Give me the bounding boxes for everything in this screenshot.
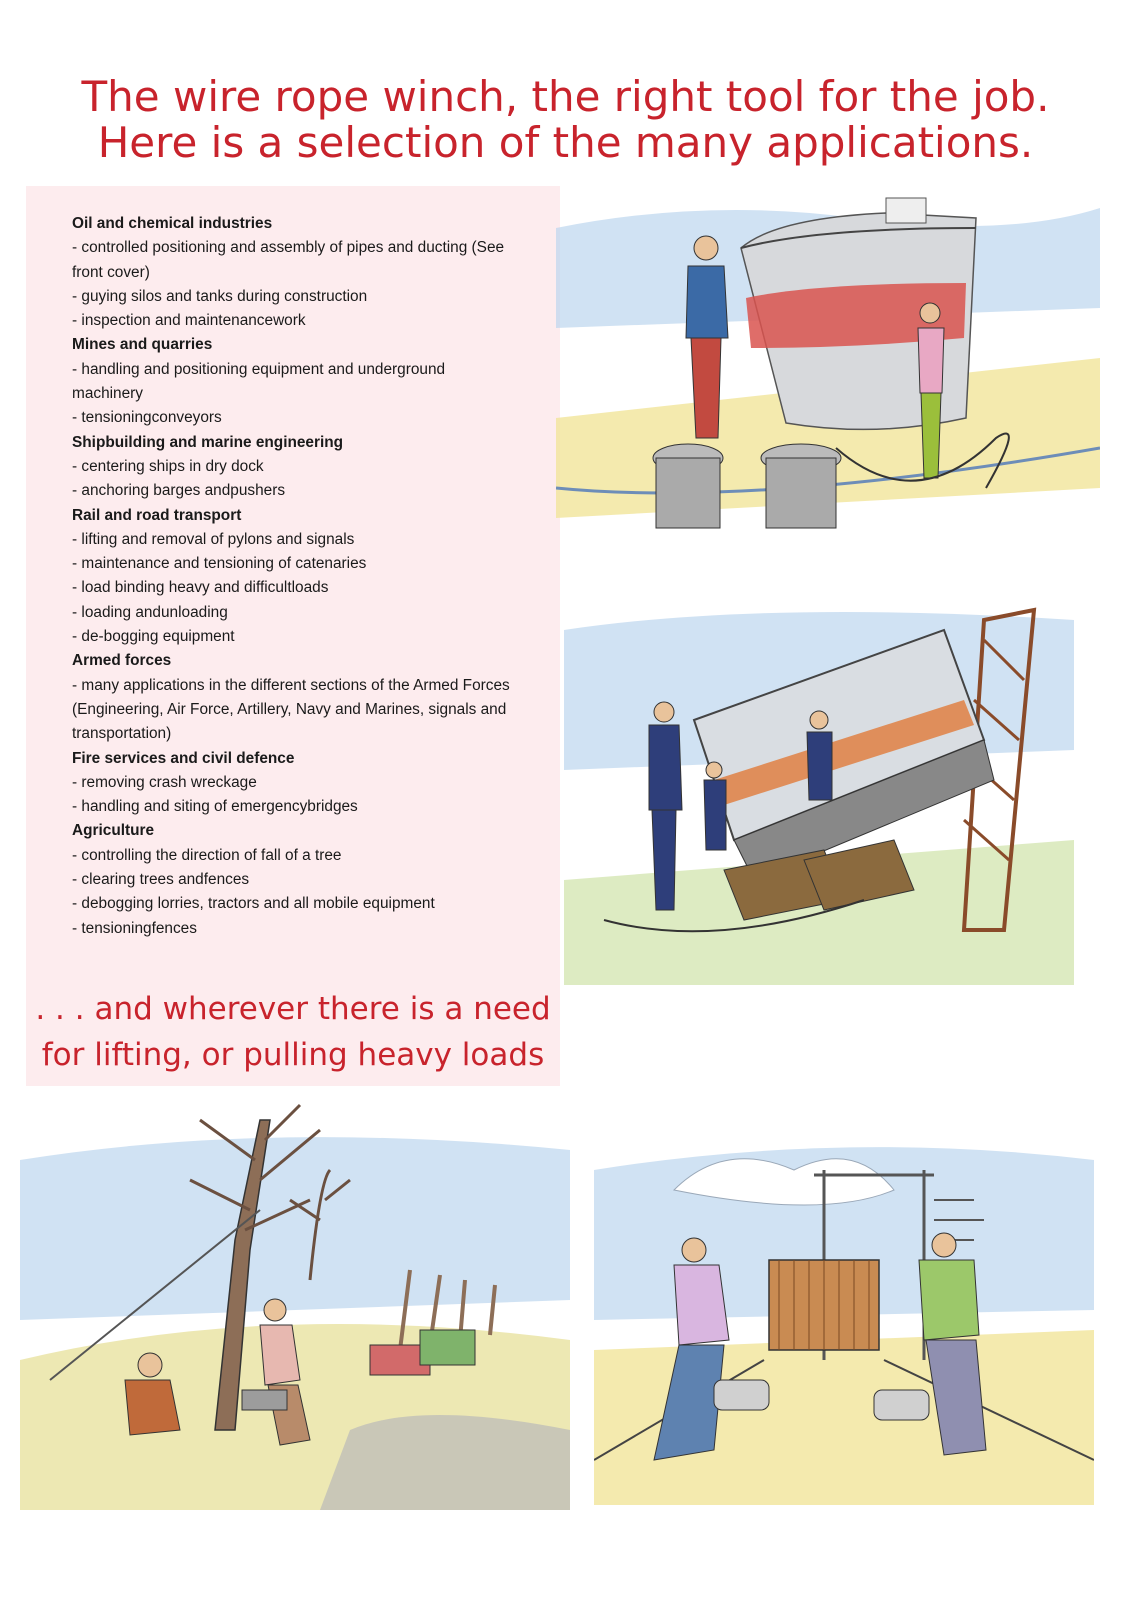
train-wreck-illustration [564, 600, 1074, 985]
application-item: - clearing trees andfences [72, 871, 250, 889]
transformer-hauling-illustration [594, 1130, 1094, 1505]
applications-list [72, 212, 512, 941]
tree-felling-illustration [20, 1100, 570, 1510]
section-title: Mines and quarries [72, 336, 213, 354]
applications-panel [26, 186, 560, 1086]
application-item: - lifting and removal of pylons and signals [72, 530, 355, 548]
application-item: - debogging lorries, tractors and all mobile equipment [72, 895, 435, 913]
application-item: - loading andunloading [72, 603, 228, 621]
application-item: - many applications in the different sections of the Armed Forces (Engineering, Air Force, Artillery, Navy and Marines, signals and transportation) [72, 676, 510, 743]
application-item: - controlling the direction of fall of a tree [72, 846, 342, 864]
title-line-1: The wire rope winch, the right tool for the job. [81, 72, 1050, 121]
section-title: Shipbuilding and marine engineering [72, 433, 344, 451]
ship-drydock-illustration [556, 188, 1100, 553]
section-title: Agriculture [72, 822, 155, 840]
application-item: - anchoring barges andpushers [72, 482, 286, 500]
closing-statement [26, 986, 560, 1078]
closing-line-1: . . . and wherever there is a need [35, 991, 551, 1027]
application-item: - de-bogging equipment [72, 628, 235, 646]
application-item: - removing crash wreckage [72, 773, 257, 791]
application-item: - maintenance and tensioning of catenaries [72, 555, 367, 573]
application-item: - handling and positioning equipment and underground machinery [72, 360, 446, 403]
application-item: - tensioningconveyors [72, 409, 222, 427]
application-item: - tensioningfences [72, 919, 197, 937]
closing-line-2: for lifting, or pulling heavy loads [41, 1037, 545, 1073]
application-item: - controlled positioning and assembly of pipes and ducting (See front cover) [72, 239, 505, 281]
title-line-2: Here is a selection of the many applications. [97, 118, 1034, 167]
application-item: - handling and siting of emergencybridges [72, 798, 358, 816]
section-title: Rail and road transport [72, 506, 242, 524]
application-item: - centering ships in dry dock [72, 457, 264, 475]
section-title: Armed forces [72, 652, 172, 670]
application-item: - guying silos and tanks during construction [72, 287, 368, 305]
page-title [0, 74, 1131, 166]
application-item: - load binding heavy and difficultloads [72, 579, 329, 597]
section-title: Fire services and civil defence [72, 749, 295, 767]
section-title: Oil and chemical industries [72, 215, 273, 232]
application-item: - inspection and maintenancework [72, 312, 306, 330]
